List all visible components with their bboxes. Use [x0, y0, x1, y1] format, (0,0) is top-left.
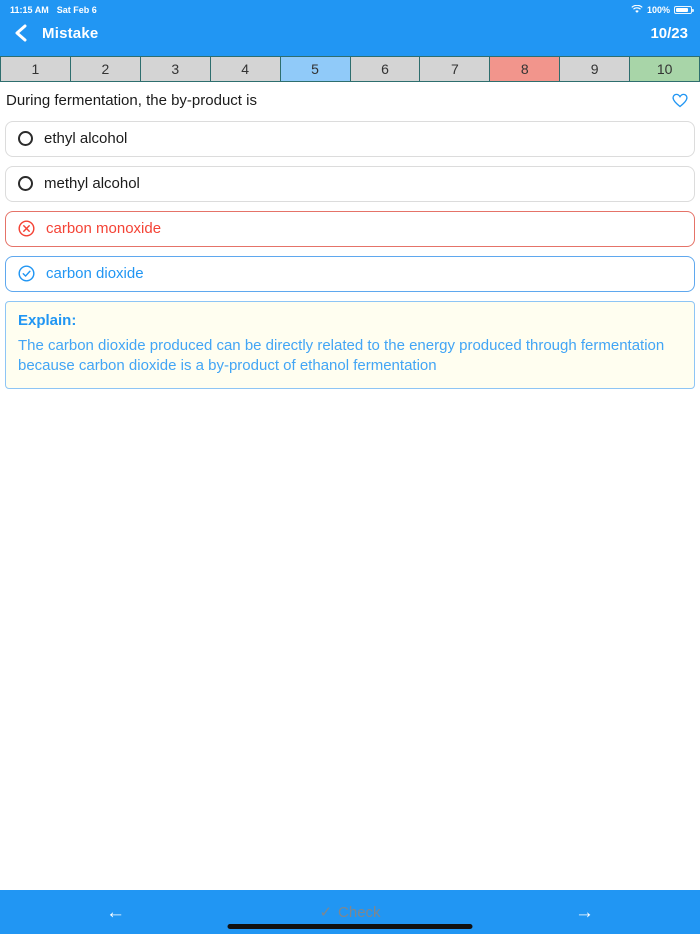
explain-body: The carbon dioxide produced can be directly related to the energy produced through fermentation because carbon dioxide is a by-product of ethanol fermentation	[18, 336, 665, 374]
question-text: During fermentation, the by-product is	[6, 92, 257, 109]
chevron-left-icon	[14, 24, 28, 42]
option-carbon-dioxide[interactable]	[5, 256, 695, 292]
check-circle-icon	[18, 265, 35, 282]
option-label: carbon monoxide	[46, 220, 162, 237]
option-label: carbon dioxide	[46, 265, 144, 282]
x-circle-icon	[18, 220, 35, 237]
heart-icon	[672, 93, 688, 108]
next-question-button[interactable]	[565, 899, 604, 926]
option-label: ethyl alcohol	[44, 130, 128, 147]
question-number-grid	[0, 56, 700, 82]
battery-percent: 100%	[646, 4, 670, 15]
question-cell-5[interactable]: 5	[280, 56, 351, 82]
check-button-label: Check	[338, 903, 381, 921]
question-cell-8[interactable]: 8	[489, 56, 560, 82]
status-bar	[0, 0, 700, 16]
question-cell-9[interactable]: 9	[559, 56, 630, 82]
option-ethyl-alcohol[interactable]	[5, 121, 695, 157]
option-label: methyl alcohol	[44, 175, 140, 192]
nav-bar	[0, 16, 700, 56]
favorite-button[interactable]	[670, 91, 690, 110]
battery-icon	[674, 6, 692, 14]
top-chrome	[0, 0, 700, 56]
options-list	[0, 115, 700, 292]
back-button[interactable]	[14, 24, 42, 42]
wifi-icon	[631, 5, 643, 14]
arrow-right-icon: →	[574, 901, 594, 923]
question-cell-1[interactable]: 1	[0, 56, 71, 82]
question-cell-7[interactable]: 7	[419, 56, 490, 82]
question-cell-4[interactable]: 4	[210, 56, 281, 82]
status-date: Sat Feb 6	[56, 4, 97, 15]
page-title: Mistake	[42, 24, 99, 42]
radio-circle-icon	[18, 131, 33, 146]
question-row	[0, 82, 700, 115]
checkmark-icon: ✓	[319, 904, 333, 921]
progress-counter: 10/23	[650, 24, 688, 42]
option-methyl-alcohol[interactable]	[5, 166, 695, 202]
check-button[interactable]	[319, 903, 380, 921]
question-cell-10[interactable]: 10	[629, 56, 700, 82]
question-cell-2[interactable]: 2	[70, 56, 141, 82]
question-cell-6[interactable]: 6	[350, 56, 421, 82]
arrow-left-icon: ←	[106, 901, 125, 923]
explain-heading: Explain:	[18, 311, 77, 329]
explain-box	[5, 301, 695, 390]
status-time: 11:15 AM	[10, 4, 49, 15]
option-carbon-monoxide[interactable]	[5, 211, 695, 247]
question-cell-3[interactable]: 3	[140, 56, 211, 82]
home-indicator[interactable]	[228, 924, 473, 929]
radio-circle-icon	[18, 176, 33, 191]
prev-question-button[interactable]	[96, 899, 135, 926]
